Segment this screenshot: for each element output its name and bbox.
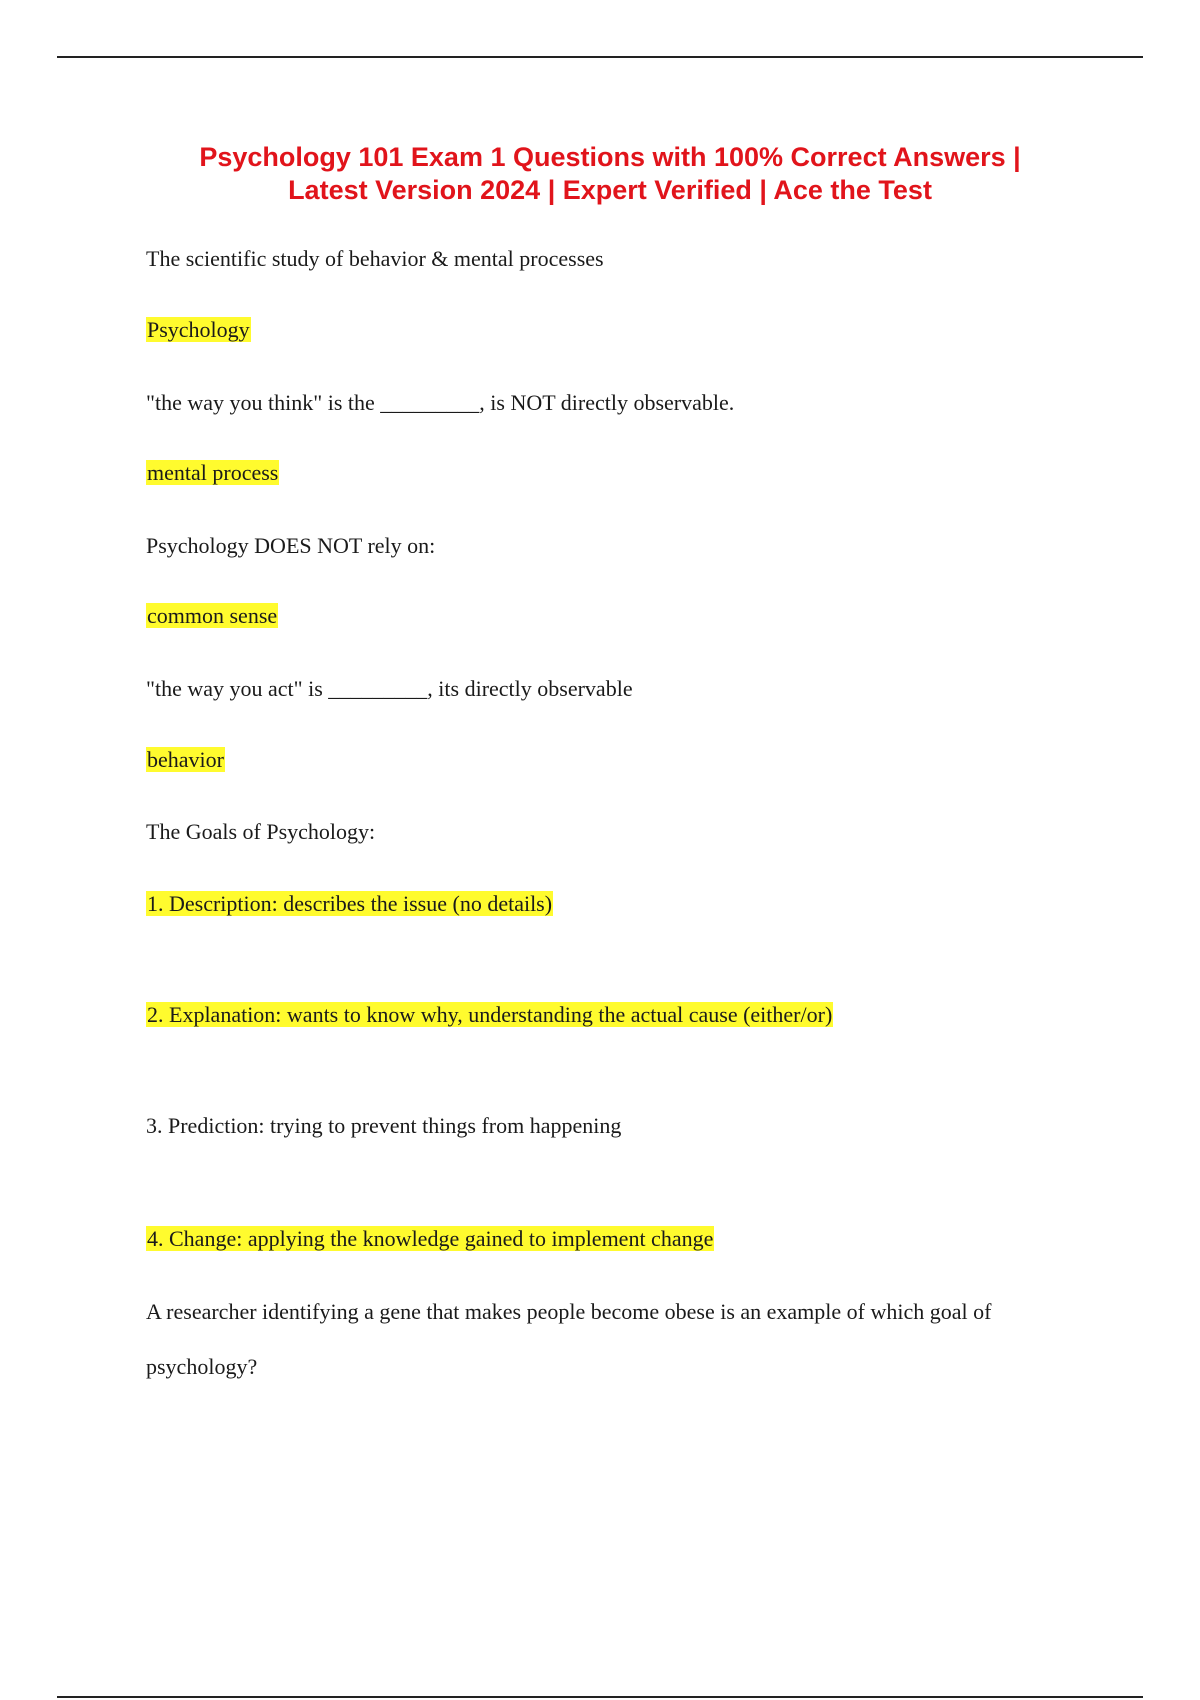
answer-1-text: Psychology <box>147 317 250 342</box>
goal-1-text: 1. Description: describes the issue (no details) <box>147 891 553 916</box>
goal-item-2 <box>146 1001 833 1029</box>
goal-2-text: 2. Explanation: wants to know why, understanding the actual cause (either/or) <box>147 1002 833 1027</box>
answer-2 <box>146 459 279 487</box>
title-line-2: Latest Version 2024 | Expert Verified | Ace the Test <box>288 175 932 205</box>
answer-3 <box>146 602 278 630</box>
answer-2-text: mental process <box>147 460 279 485</box>
goal-item-3: 3. Prediction: trying to prevent things from happening <box>146 1113 622 1138</box>
document-title <box>120 141 1100 207</box>
answer-1 <box>146 316 251 344</box>
question-1: The scientific study of behavior & mental processes <box>146 246 604 271</box>
title-line-1: Psychology 101 Exam 1 Questions with 100% Correct Answers | <box>199 142 1021 172</box>
question-3: Psychology DOES NOT rely on: <box>146 533 436 558</box>
answer-3-text: common sense <box>147 603 278 628</box>
question-6-line-2: psychology? <box>146 1354 258 1379</box>
bottom-rule <box>57 1696 1143 1698</box>
question-4: "the way you act" is _________, its directly observable <box>146 676 633 701</box>
question-2: "the way you think" is the _________, is NOT directly observable. <box>146 390 735 415</box>
top-rule <box>57 56 1143 58</box>
goal-item-4 <box>146 1225 714 1253</box>
goal-item-1 <box>146 890 553 918</box>
answer-4-text: behavior <box>147 747 224 772</box>
question-6-line-1: A researcher identifying a gene that makes people become obese is an example of which goal of <box>146 1299 992 1324</box>
question-5: The Goals of Psychology: <box>146 819 376 844</box>
answer-4 <box>146 746 225 774</box>
goal-4-text: 4. Change: applying the knowledge gained to implement change <box>147 1226 714 1251</box>
